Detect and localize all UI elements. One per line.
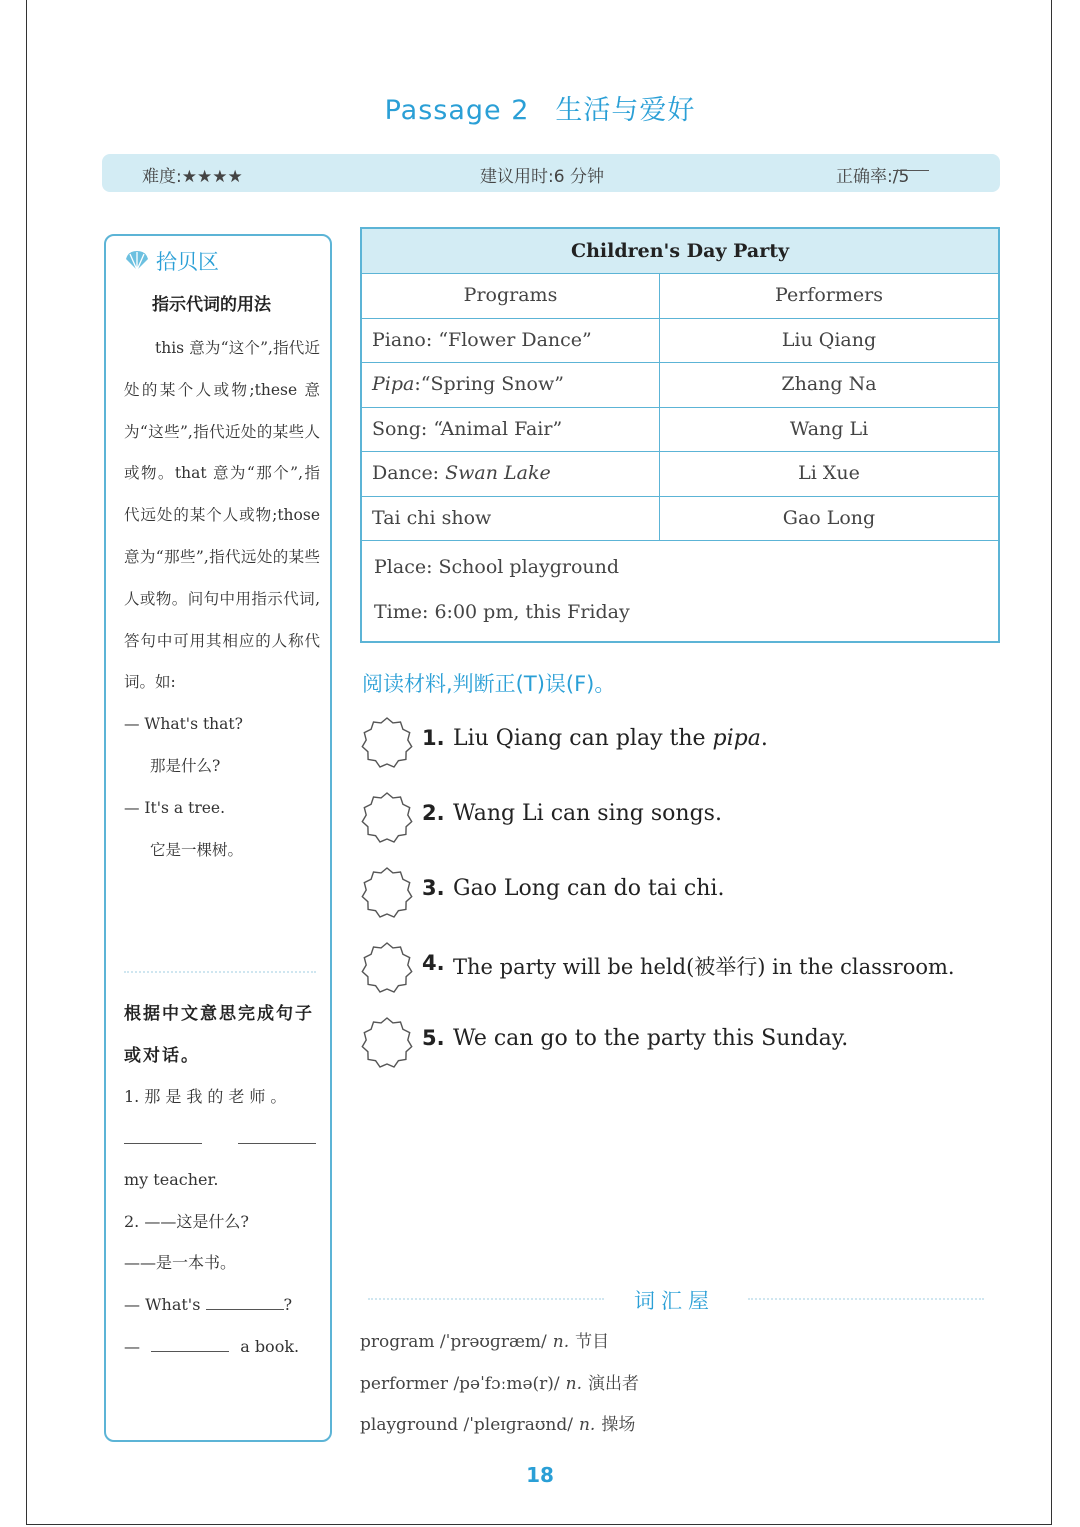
example-question-cn: 那是什么? <box>150 756 221 775</box>
question-text <box>453 726 768 751</box>
performer-cell: Wang Li <box>789 417 869 440</box>
answer-blank[interactable] <box>206 1309 284 1310</box>
sidebar-title <box>124 246 219 276</box>
performer-cell: Li Xue <box>798 462 860 484</box>
question-text: The party will be held(被举行) in the classroom. <box>453 955 955 979</box>
vocab-list <box>360 1322 639 1447</box>
question-item <box>360 716 1000 770</box>
program-item: :“Spring Snow” <box>414 373 564 395</box>
question-instruction: 阅读材料,判断正(T)误(F)。 <box>362 672 616 696</box>
sidebar-title-text: 拾贝区 <box>156 250 219 274</box>
exercise-1 <box>124 1076 324 1118</box>
program-label: Piano: <box>372 328 433 351</box>
table-row <box>362 497 998 542</box>
vocab-meaning: 演出者 <box>587 1373 639 1394</box>
program-item: “Animal Fair” <box>433 417 563 440</box>
program-label: Dance: <box>372 462 440 484</box>
page-title <box>0 88 1080 127</box>
exercise-2-cn-question: ——这是什么? <box>144 1211 249 1231</box>
answer-circle-icon[interactable] <box>360 866 414 920</box>
accuracy-blank[interactable] <box>893 170 929 171</box>
sidebar-divider <box>124 971 316 973</box>
performer-cell: Zhang Na <box>781 373 877 395</box>
answer-blank[interactable] <box>124 1143 202 1144</box>
exercise-2-a-post: a book. <box>240 1336 300 1356</box>
vocab-word: performer <box>360 1373 449 1394</box>
vocab-pos: n. <box>565 1373 582 1394</box>
program-label: Pipa <box>372 373 415 395</box>
performer-cell: Liu Qiang <box>781 328 877 351</box>
vocab-phonetic: /ˈprəʊɡræm/ <box>439 1332 547 1352</box>
question-text: We can go to the party this Sunday. <box>453 1026 849 1051</box>
table-row <box>362 408 998 453</box>
explanation-text: this 意为“这个”,指代近处的某个人或物;these 意为“这些”,指代近处的某些人或物。that 意为“那个”,指代远处的某个人或物;those 意为“那些”,指代远处的某些人或物。问句中用指示代词,答句中可用其相应的人称代词。如: <box>124 339 320 692</box>
party-time: Time: 6:00 pm, this Friday <box>374 601 630 623</box>
sidebar-task: 根据中文意思完成句子或对话。 <box>124 1004 314 1066</box>
answer-circle-icon[interactable] <box>360 1016 414 1070</box>
sidebar-explanation <box>124 328 320 871</box>
table-row <box>362 363 998 408</box>
program-item: Swan Lake <box>445 462 551 484</box>
question-item <box>360 941 1000 995</box>
table-row <box>362 319 998 364</box>
question-text-emphasis: pipa <box>712 726 761 751</box>
program-label: Song: <box>372 417 428 440</box>
program-item: “Flower Dance” <box>438 328 592 351</box>
answer-circle-icon[interactable] <box>360 716 414 770</box>
sidebar-exercises <box>124 1076 324 1367</box>
exercise-2-label: 2. <box>124 1211 140 1231</box>
accuracy-label: 正确率: <box>836 167 893 187</box>
question-number: 4. <box>422 951 445 975</box>
table-row <box>362 452 998 497</box>
vocab-divider-right <box>748 1298 984 1300</box>
passage-label: Passage 2 <box>384 95 530 126</box>
question-number: 2. <box>422 801 445 825</box>
question-text-end: . <box>760 726 768 751</box>
example-answer: — It's a tree. <box>124 798 225 817</box>
vocab-phonetic: /ˈpleɪɡraʊnd/ <box>463 1415 573 1435</box>
shell-icon <box>124 250 150 272</box>
vocab-word: playground <box>360 1415 459 1435</box>
exercise-2-en-question <box>124 1284 324 1326</box>
accuracy-total: /5 <box>892 167 910 187</box>
vocab-item <box>360 1405 639 1447</box>
answer-circle-icon[interactable] <box>360 941 414 995</box>
info-band <box>102 154 1000 192</box>
question-item <box>360 866 1000 920</box>
exercise-1-blanks <box>124 1118 324 1160</box>
exercise-2-q-post: ? <box>283 1294 293 1314</box>
performer-cell: Gao Long <box>782 506 876 529</box>
col-programs: Programs <box>362 274 660 318</box>
question-number: 5. <box>422 1026 445 1050</box>
exercise-2-en-answer <box>124 1326 324 1368</box>
vocab-header <box>368 1285 988 1315</box>
program-label: Tai chi show <box>372 506 492 529</box>
question-item <box>360 791 1000 845</box>
vocab-meaning: 节目 <box>575 1332 610 1352</box>
suggested-time: 建议用时:6 分钟 <box>480 167 604 187</box>
table-info <box>362 541 998 641</box>
question-text: Wang Li can sing songs. <box>453 801 722 826</box>
question-item <box>360 1016 1000 1070</box>
question-text-main: Liu Qiang can play the <box>453 726 706 751</box>
vocab-item <box>360 1364 639 1406</box>
table-header-row <box>362 274 998 319</box>
difficulty: 难度:★★★★ <box>142 167 243 187</box>
vocab-title: 词汇屋 <box>634 1289 715 1313</box>
answer-blank[interactable] <box>151 1351 229 1352</box>
vocab-phonetic: /pəˈfɔːmə(r)/ <box>453 1373 560 1394</box>
vocab-divider-left <box>368 1298 604 1300</box>
accuracy <box>836 162 909 187</box>
exercise-2-q-pre: — What's <box>124 1294 201 1314</box>
question-text: Gao Long can do tai chi. <box>453 876 725 901</box>
party-table <box>360 227 1000 643</box>
exercise-1-tail: my teacher. <box>124 1170 219 1190</box>
vocab-word: program <box>360 1332 435 1352</box>
tips-sidebar <box>104 234 332 1442</box>
question-number: 1. <box>422 726 445 750</box>
exercise-2 <box>124 1201 324 1243</box>
exercise-2-a-pre: — <box>124 1336 140 1356</box>
answer-circle-icon[interactable] <box>360 791 414 845</box>
sidebar-subtitle: 指示代词的用法 <box>152 295 271 315</box>
exercise-1-cn: 那是我的老师。 <box>144 1087 292 1106</box>
question-number: 3. <box>422 876 445 900</box>
example-answer-cn: 它是一棵树。 <box>150 840 244 859</box>
topic-label: 生活与爱好 <box>555 95 696 126</box>
exercise-1-label: 1. <box>124 1087 140 1106</box>
vocab-pos: n. <box>578 1415 596 1435</box>
vocab-item <box>360 1322 639 1364</box>
vocab-pos: n. <box>552 1332 570 1352</box>
party-place: Place: School playground <box>374 556 620 578</box>
answer-blank[interactable] <box>238 1143 316 1144</box>
col-performers: Performers <box>775 284 883 306</box>
example-question: — What's that? <box>124 715 243 734</box>
exercise-2-cn-answer: ——是一本书。 <box>124 1253 237 1273</box>
page-number: 18 <box>526 1463 554 1487</box>
vocab-meaning: 操场 <box>601 1415 636 1435</box>
table-caption: Children's Day Party <box>362 229 998 274</box>
